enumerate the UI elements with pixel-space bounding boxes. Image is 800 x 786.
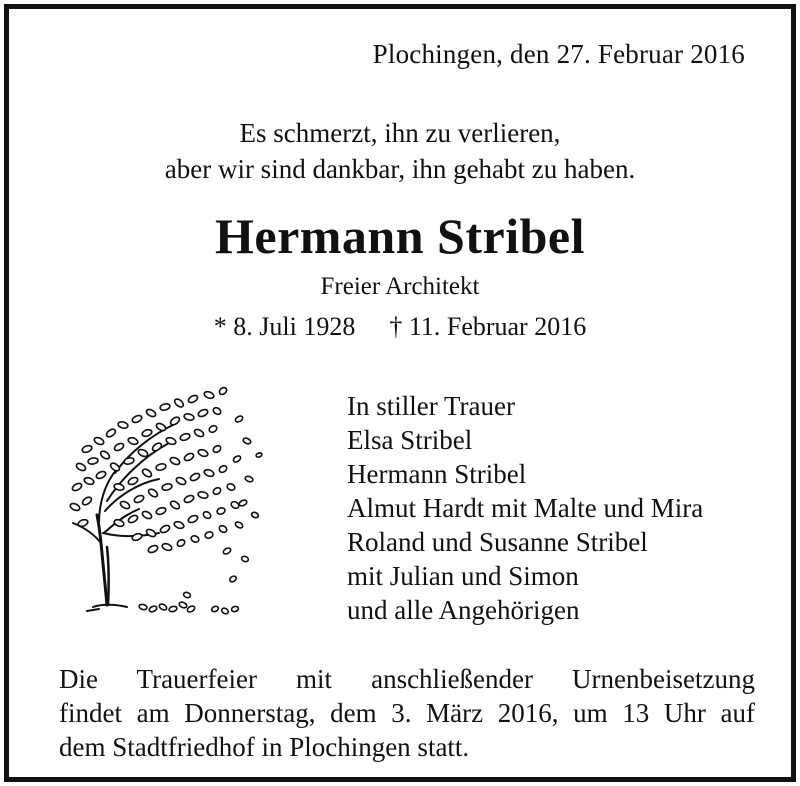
- funeral-line: findet am Donnerstag, dem 3. März 2016, um 13 Uhr auf: [59, 698, 755, 728]
- mourner-name: Elsa Stribel: [347, 425, 473, 455]
- mourners-closing: und alle Angehörigen: [347, 595, 580, 625]
- windblown-tree-icon: [59, 383, 264, 623]
- deceased-profession: Freier Architekt: [320, 273, 480, 300]
- place-date: Plochingen, den 27. Februar 2016: [372, 39, 745, 69]
- funeral-line: dem Stadtfriedhof in Plochingen statt.: [59, 732, 470, 762]
- memorial-quote: [9, 115, 791, 187]
- mourners-intro: In stiller Trauer: [347, 391, 515, 421]
- funeral-announcement: [59, 662, 755, 764]
- mourner-name: Hermann Stribel: [347, 459, 527, 489]
- mourner-name: mit Julian und Simon: [347, 561, 579, 591]
- funeral-line: Die Trauerfeier mit anschließender Urnenbeisetzung: [59, 664, 755, 694]
- mourners-list: [347, 389, 703, 627]
- deceased-name: Hermann Stribel: [215, 208, 585, 264]
- death-date: † 11. Februar 2016: [389, 312, 587, 341]
- obituary-notice: [4, 4, 796, 782]
- life-dates: [9, 312, 791, 342]
- mourner-name: Almut Hardt mit Malte und Mira: [347, 493, 704, 523]
- birth-date: * 8. Juli 1928: [213, 312, 356, 341]
- mourner-name: Roland und Susanne Stribel: [347, 527, 648, 557]
- quote-line: Es schmerzt, ihn zu verlieren,: [239, 118, 561, 148]
- quote-line: aber wir sind dankbar, ihn gehabt zu haben.: [164, 154, 636, 184]
